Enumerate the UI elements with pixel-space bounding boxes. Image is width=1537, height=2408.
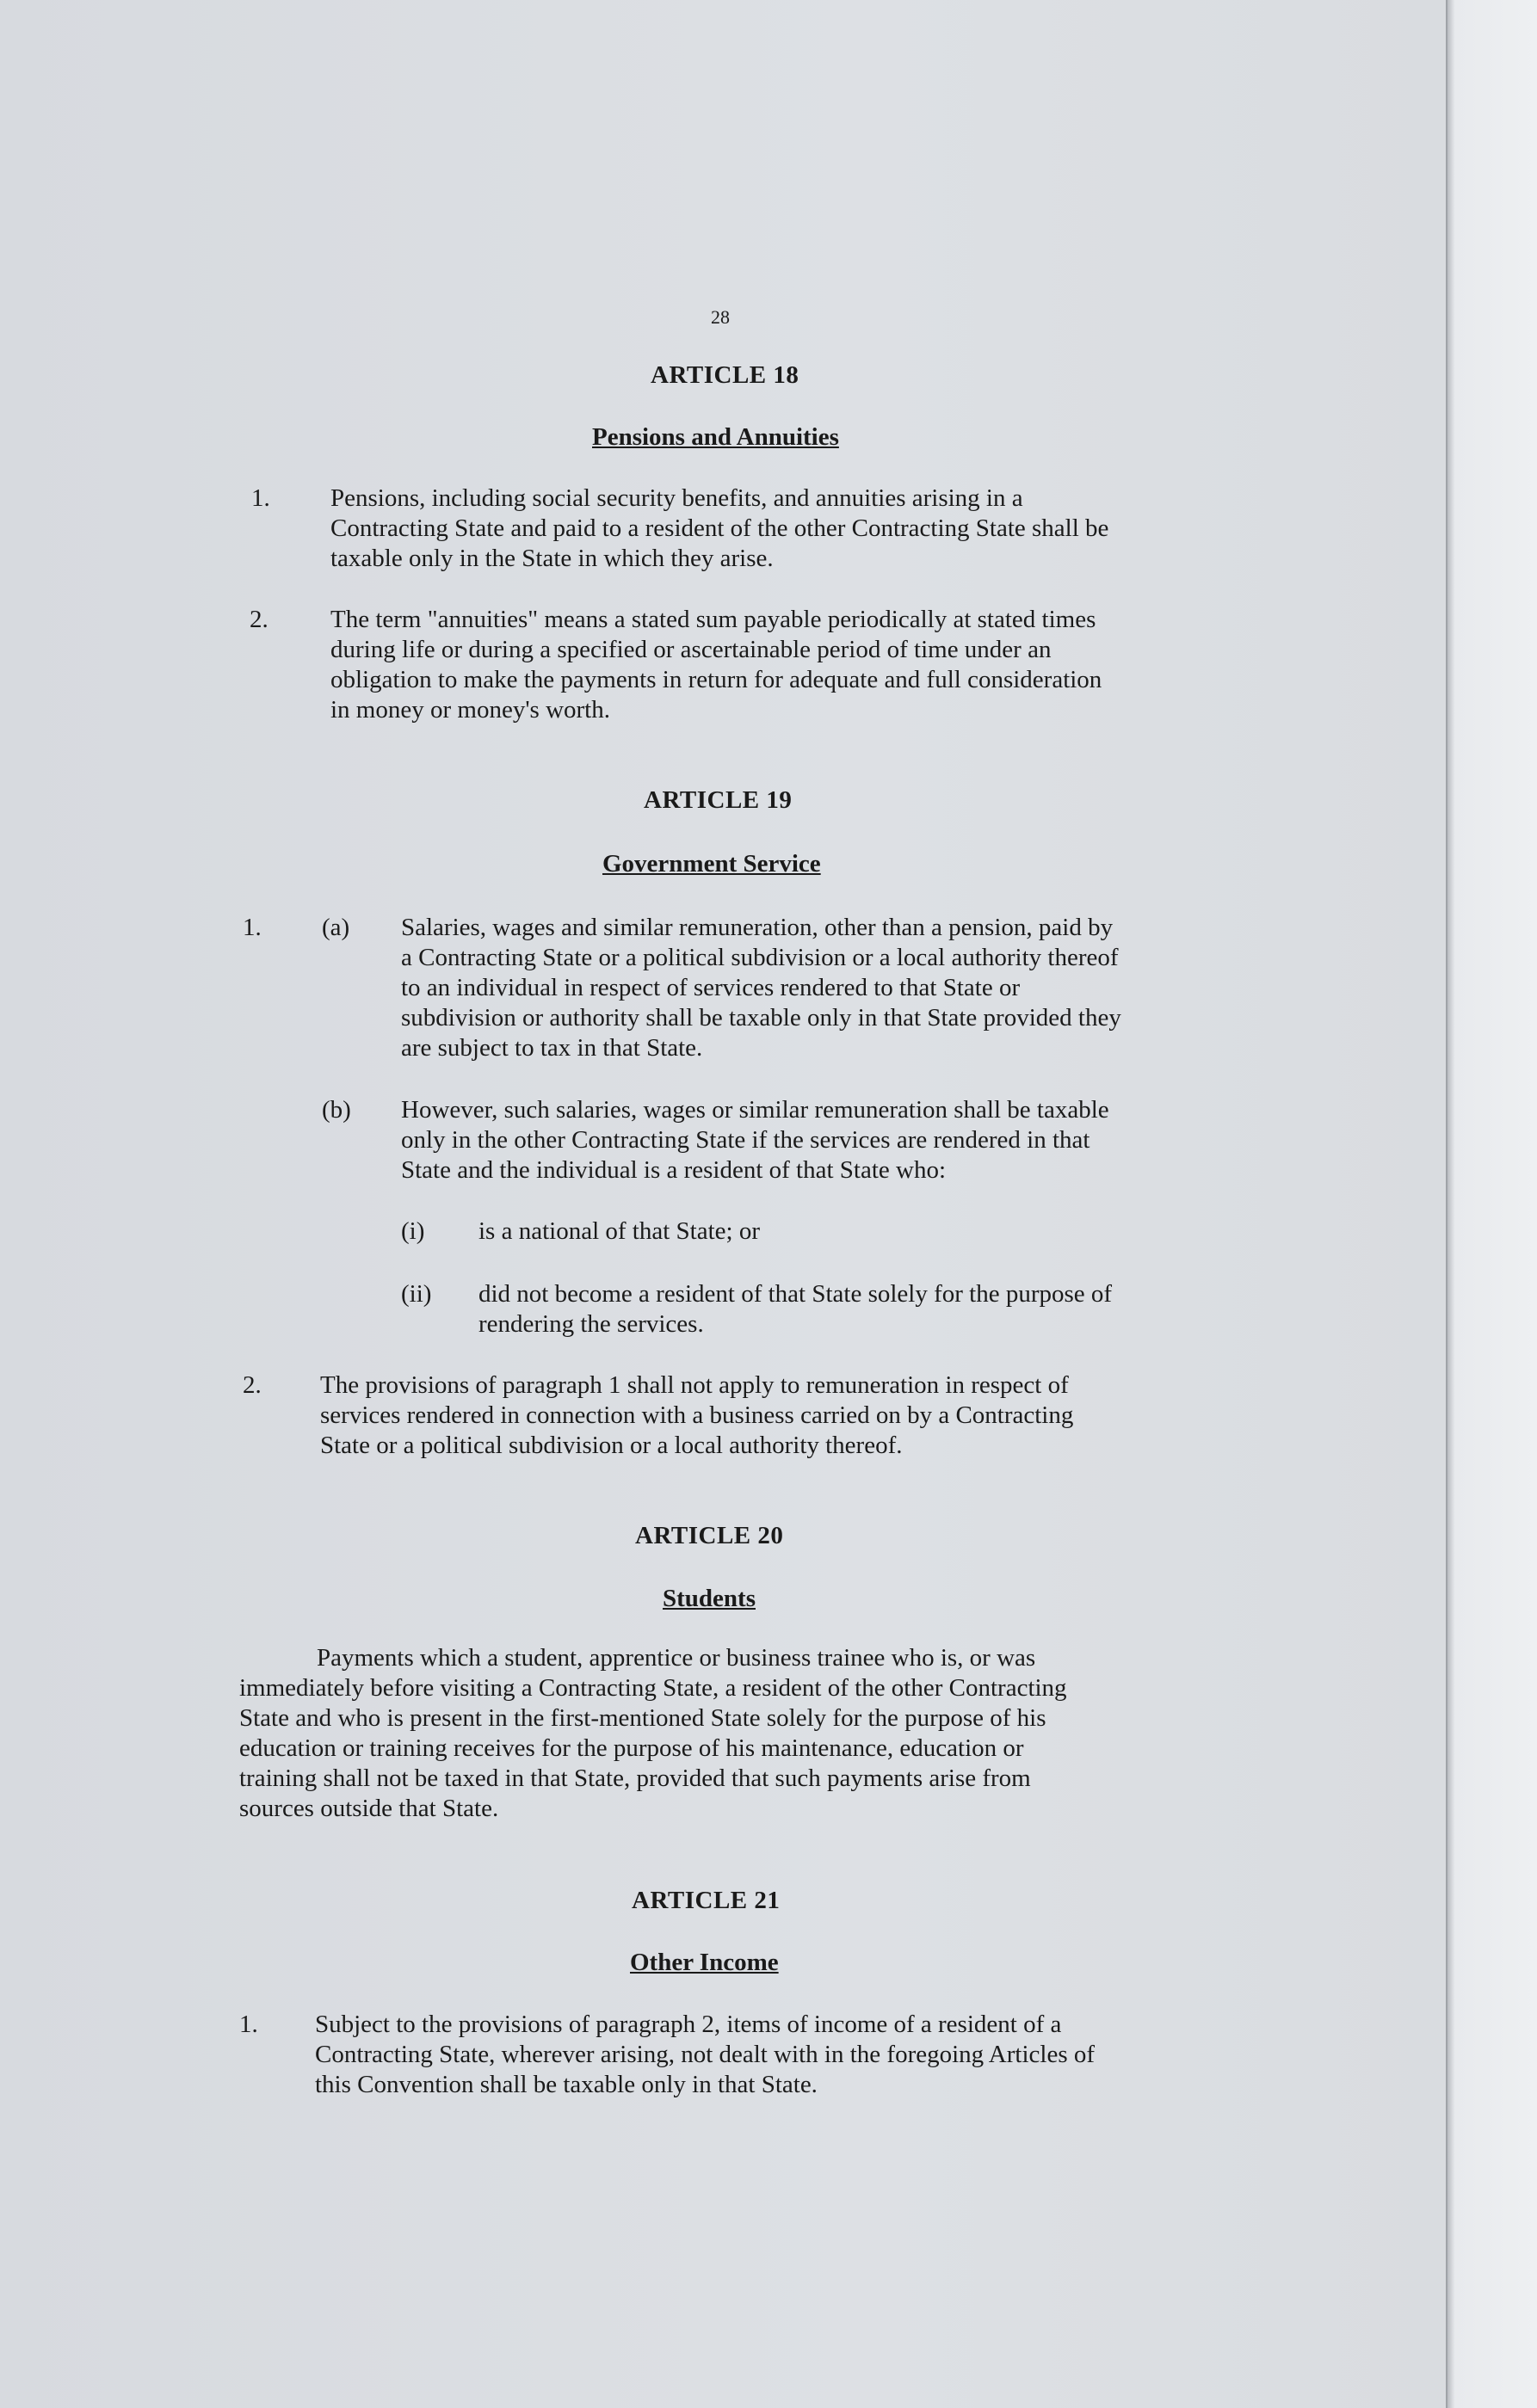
art18-para-1-line-3: taxable only in the State in which they arise. [330, 545, 774, 572]
article-21-title: Other Income [630, 1949, 779, 1976]
art20-line-3: State and who is present in the first-mentioned State solely for the purpose of his [239, 1704, 1046, 1732]
art21-para-1-line-2: Contracting State, wherever arising, not dealt with in the foregoing Articles of [315, 2041, 1096, 2068]
article-20-heading: ARTICLE 20 [635, 1522, 784, 1549]
art19-para-2-line-2: services rendered in connection with a business carried on by a Contracting [320, 1401, 1074, 1429]
art19-para-1a-line-1: Salaries, wages and similar remuneration, other than a pension, paid by [401, 914, 1114, 941]
art18-para-2-line-2: during life or during a specified or ascertainable period of time under an [330, 636, 1052, 663]
art20-line-6: sources outside that State. [239, 1795, 499, 1822]
art20-line-4: education or training receives for the purpose of his maintenance, education or [239, 1734, 1024, 1762]
art18-para-2-line-3: obligation to make the payments in return for adequate and full consideration [330, 666, 1102, 693]
art19-para-1a-label: (a) [322, 914, 350, 941]
art21-para-1-line-3: this Convention shall be taxable only in that State. [315, 2071, 818, 2098]
art21-para-1-line-1: Subject to the provisions of paragraph 2, items of income of a resident of a [315, 2011, 1062, 2038]
art19-para-1a-line-3: to an individual in respect of services rendered to that State or [401, 974, 1021, 1001]
article-20-title: Students [663, 1585, 756, 1612]
article-18-title: Pensions and Annuities [592, 423, 839, 451]
art19-para-1a-line-2: a Contracting State or a political subdivision or a local authority thereof [401, 944, 1119, 971]
art19-item-ii-label: (ii) [401, 1280, 432, 1308]
art19-para-2-number: 2. [243, 1371, 262, 1399]
article-19-heading: ARTICLE 19 [644, 786, 793, 814]
art19-para-1b-label: (b) [322, 1096, 351, 1124]
art19-para-1b-line-1: However, such salaries, wages or similar remuneration shall be taxable [401, 1096, 1109, 1124]
art19-item-i-text: is a national of that State; or [478, 1217, 760, 1245]
art19-para-1b-line-2: only in the other Contracting State if the services are rendered in that [401, 1126, 1090, 1154]
article-18-heading: ARTICLE 18 [651, 361, 799, 389]
art19-para-1a-line-4: subdivision or authority shall be taxable only in that State provided they [401, 1004, 1121, 1032]
art18-para-2-number: 2. [250, 606, 269, 633]
art20-line-5: training shall not be taxed in that State, provided that such payments arise from [239, 1764, 1031, 1792]
art19-para-2-line-3: State or a political subdivision or a local authority thereof. [320, 1432, 903, 1459]
art20-line-1: Payments which a student, apprentice or business trainee who is, or was [317, 1644, 1036, 1672]
art18-para-1-number: 1. [251, 484, 270, 512]
page-edge [1446, 0, 1537, 2408]
art18-para-2-line-1: The term "annuities" means a stated sum payable periodically at stated times [330, 606, 1096, 633]
art19-para-1b-line-3: State and the individual is a resident of that State who: [401, 1156, 947, 1184]
art19-para-2-line-1: The provisions of paragraph 1 shall not apply to remuneration in respect of [320, 1371, 1069, 1399]
art19-item-ii-line-1: did not become a resident of that State solely for the purpose of [478, 1280, 1113, 1308]
art18-para-2-line-4: in money or money's worth. [330, 696, 610, 724]
art21-para-1-number: 1. [239, 2011, 258, 2038]
art20-line-2: immediately before visiting a Contracting State, a resident of the other Contracting [239, 1674, 1067, 1702]
article-21-heading: ARTICLE 21 [632, 1887, 781, 1914]
art18-para-1-line-2: Contracting State and paid to a resident of the other Contracting State shall be [330, 514, 1109, 542]
art19-para-1-number: 1. [243, 914, 262, 941]
art19-item-i-label: (i) [401, 1217, 425, 1245]
art19-item-ii-line-2: rendering the services. [478, 1310, 704, 1338]
page-number: 28 [711, 306, 730, 328]
article-19-title: Government Service [602, 850, 821, 878]
art18-para-1-line-1: Pensions, including social security benefits, and annuities arising in a [330, 484, 1023, 512]
art19-para-1a-line-5: are subject to tax in that State. [401, 1034, 703, 1062]
